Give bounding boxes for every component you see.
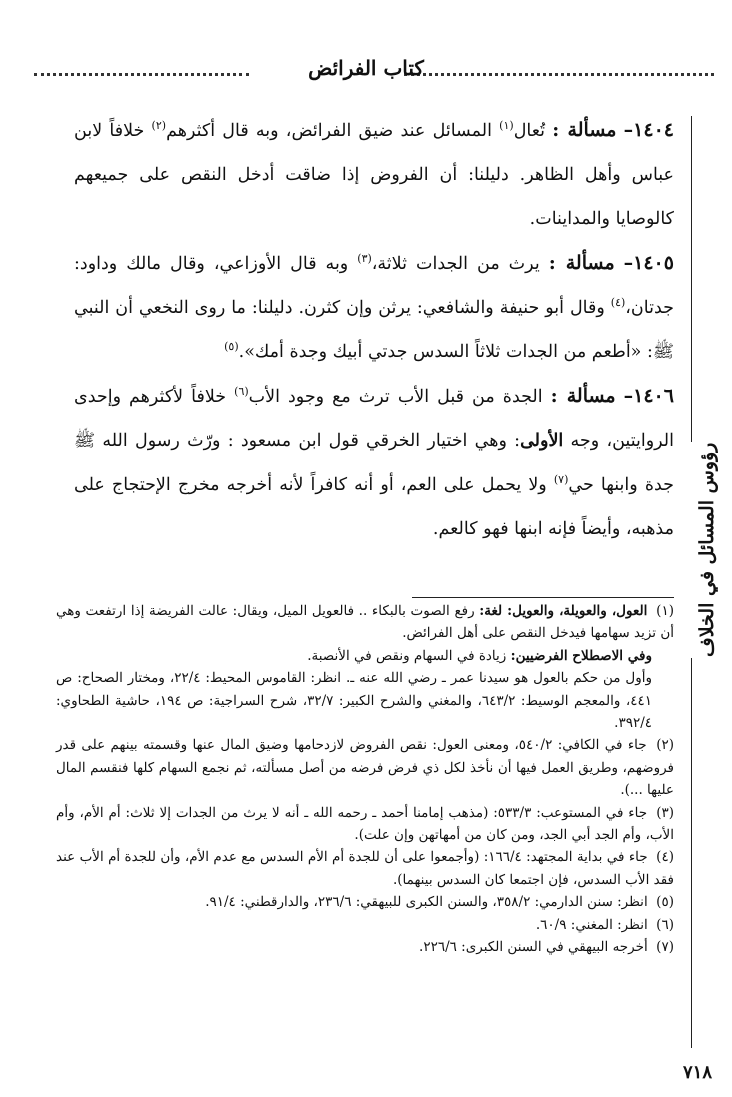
main-text: [74, 108, 674, 551]
footnote-text: رفع الصوت بالبكاء .. فالعويل الميل، ويقال: عالت الفريضة إذا ارتفعت وهي أن تزيد سهامها فيدخل النقص على أهل الفرائض.: [56, 603, 674, 642]
footnote-text: جاء في المستوعب: ٥٣٣/٣: (مذهب إمامنا أحمد ـ رحمه الله ـ أنه لا يرث من الجدات إلا ثلاث: أم الأم، وأم الأب، وأم الجد أبي الجد، ومن كان من أمهاتهن وإن علت).: [56, 804, 674, 844]
footnote-number: (٢): [656, 737, 675, 754]
issue-text: خلافاً لأكثرهم وإحدى الروايتين، وجه: [74, 387, 675, 451]
footnote-7: [56, 936, 674, 958]
footnote-number: (٦): [656, 916, 674, 933]
footnote-number: (٤): [656, 849, 674, 866]
footnote-ref[interactable]: (٤): [610, 296, 626, 310]
footnote-1-refs: [56, 667, 674, 734]
footnote-separator: [412, 597, 674, 598]
footnote-lead: وفي الاصطلاح الفرضيين:: [510, 647, 652, 664]
footnote-text: أخرجه البيهقي في السنن الكبرى: ٢٢٦/٦.: [419, 939, 648, 956]
issue-text: وقال أبو حنيفة والشافعي: يرثن وإن كثرن. دليلنا: ما روى النخعي أن النبي ﷺ: «أطعم من الجدات ثلاثاً السدس جدتي أبيك وجدة أمك».: [74, 298, 674, 362]
issue-1406: [74, 374, 674, 551]
footnote-number: (٣): [656, 804, 675, 821]
footnote-number: (٥): [656, 894, 674, 911]
footnote-ref[interactable]: (٦): [234, 385, 249, 399]
footnote-text: وأول من حكم بالعول هو سيدنا عمر ـ رضي الله عنه ـ. انظر: القاموس المحيط: ٢٢/٤، ومختار الصحاح: ص ٤٤١، والمعجم الوسيط: ٦٤٣/٢، والمغني والشرح الكبير: ٣٢/٧، شرح السراجية: ص ١٩٤، حاشية الطحاوي: ٣٩٢/٤.: [56, 670, 653, 732]
footnote-ref[interactable]: (٢): [151, 119, 167, 133]
issue-text: ولا يحمل على العم، أو أنه كافراً لأنه أخرجه مخرج الإحتجاج على مذهبه، وأيضاً فإنه ابنها فهو كالعم.: [74, 475, 674, 539]
issue-text: المسائل عند ضيق الفرائض، وبه قال أكثرهم: [166, 121, 500, 141]
side-rule-top: [691, 116, 692, 442]
issue-highlight: الأولى: [520, 431, 564, 451]
page-number: ٧١٨: [682, 1062, 712, 1083]
footnote-text: جاء في بداية المجتهد: ١٦٦/٤: (وأجمعوا على أن للجدة أم الأم السدس مع عدم الأم، وأن للجدة أم الأب عند فقد الأب السدس، فإن اجتمعا كان السدس بينهما).: [56, 849, 674, 888]
issue-text: الجدة من قبل الأب ترث مع وجود الأب: [248, 387, 543, 407]
issue-label: مسألة :: [548, 252, 615, 274]
running-header-title: كتاب الفرائض: [308, 56, 424, 80]
footnote-ref[interactable]: (٥): [224, 340, 239, 354]
footnote-text: جاء في الكافي: ٥٤٠/٢، ومعنى العول: نقص الفروض لازدحامها وضيق المال عنها وقسمته بينهم على قدر فروضهم، وطريق العمل فيها أن نأخذ لكل ذي فرض فرضه من أصل مسألته، ثم نجمع السهام كلها فنقسم المال عليها ...).: [56, 737, 674, 799]
issue-text: يرث من الجدات ثلاثة،: [371, 254, 540, 274]
footnote-lead: العول، والعويلة، والعويل: لغة:: [479, 603, 648, 619]
side-rule-bottom: [691, 658, 692, 1048]
footnote-ref[interactable]: (٧): [553, 473, 569, 487]
issue-text: : وهي اختيار الخرقي قول ابن مسعود : ورّث رسول الله ﷺ جدة وابنها حي: [74, 431, 674, 495]
issue-number: ١٤٠٥–: [623, 252, 674, 274]
footnote-number: (٧): [656, 939, 674, 956]
footnote-4: [56, 846, 674, 891]
issue-1405: [74, 241, 674, 374]
issue-number: ١٤٠٤–: [623, 119, 674, 141]
issue-label: مسألة :: [550, 385, 616, 407]
footnote-6: [56, 914, 674, 936]
footnote-ref[interactable]: (١): [499, 119, 514, 133]
issue-number: ١٤٠٦–: [623, 385, 674, 407]
issue-text: خلافاً لابن عباس وأهل الظاهر. دليلنا: أن الفروض إذا ضاقت أدخل النقص على جميعهم كالوصايا والمداينات.: [74, 121, 674, 229]
footnote-1-cont: [56, 645, 674, 667]
issue-1404: [74, 108, 674, 241]
footnote-text: انظر: المغني: ٦٠/٩.: [535, 916, 648, 933]
issue-label: مسألة :: [552, 119, 617, 141]
footnote-ref[interactable]: (٣): [357, 252, 372, 266]
footnote-1: [56, 600, 674, 645]
issue-text: تُعال: [513, 121, 546, 141]
issue-text: وبه قال الأوزاعي، وقال مالك وداود: جدتان،: [74, 254, 674, 318]
footnote-text: زيادة في السهام ونقص في الأنصبة.: [307, 647, 511, 664]
footnote-3: [56, 802, 674, 847]
footnote-2: [56, 734, 674, 801]
footnote-5: [56, 891, 674, 913]
footnote-number: (١): [656, 603, 674, 619]
side-book-title: رؤوس المسائل في الخلاف: [696, 442, 718, 658]
footnote-text: انظر: سنن الدارمي: ٣٥٨/٢، والسنن الكبرى للبيهقي: ٢٣٦/٦، والدارقطني: ٩١/٤.: [205, 894, 648, 911]
footnotes: [56, 600, 674, 959]
